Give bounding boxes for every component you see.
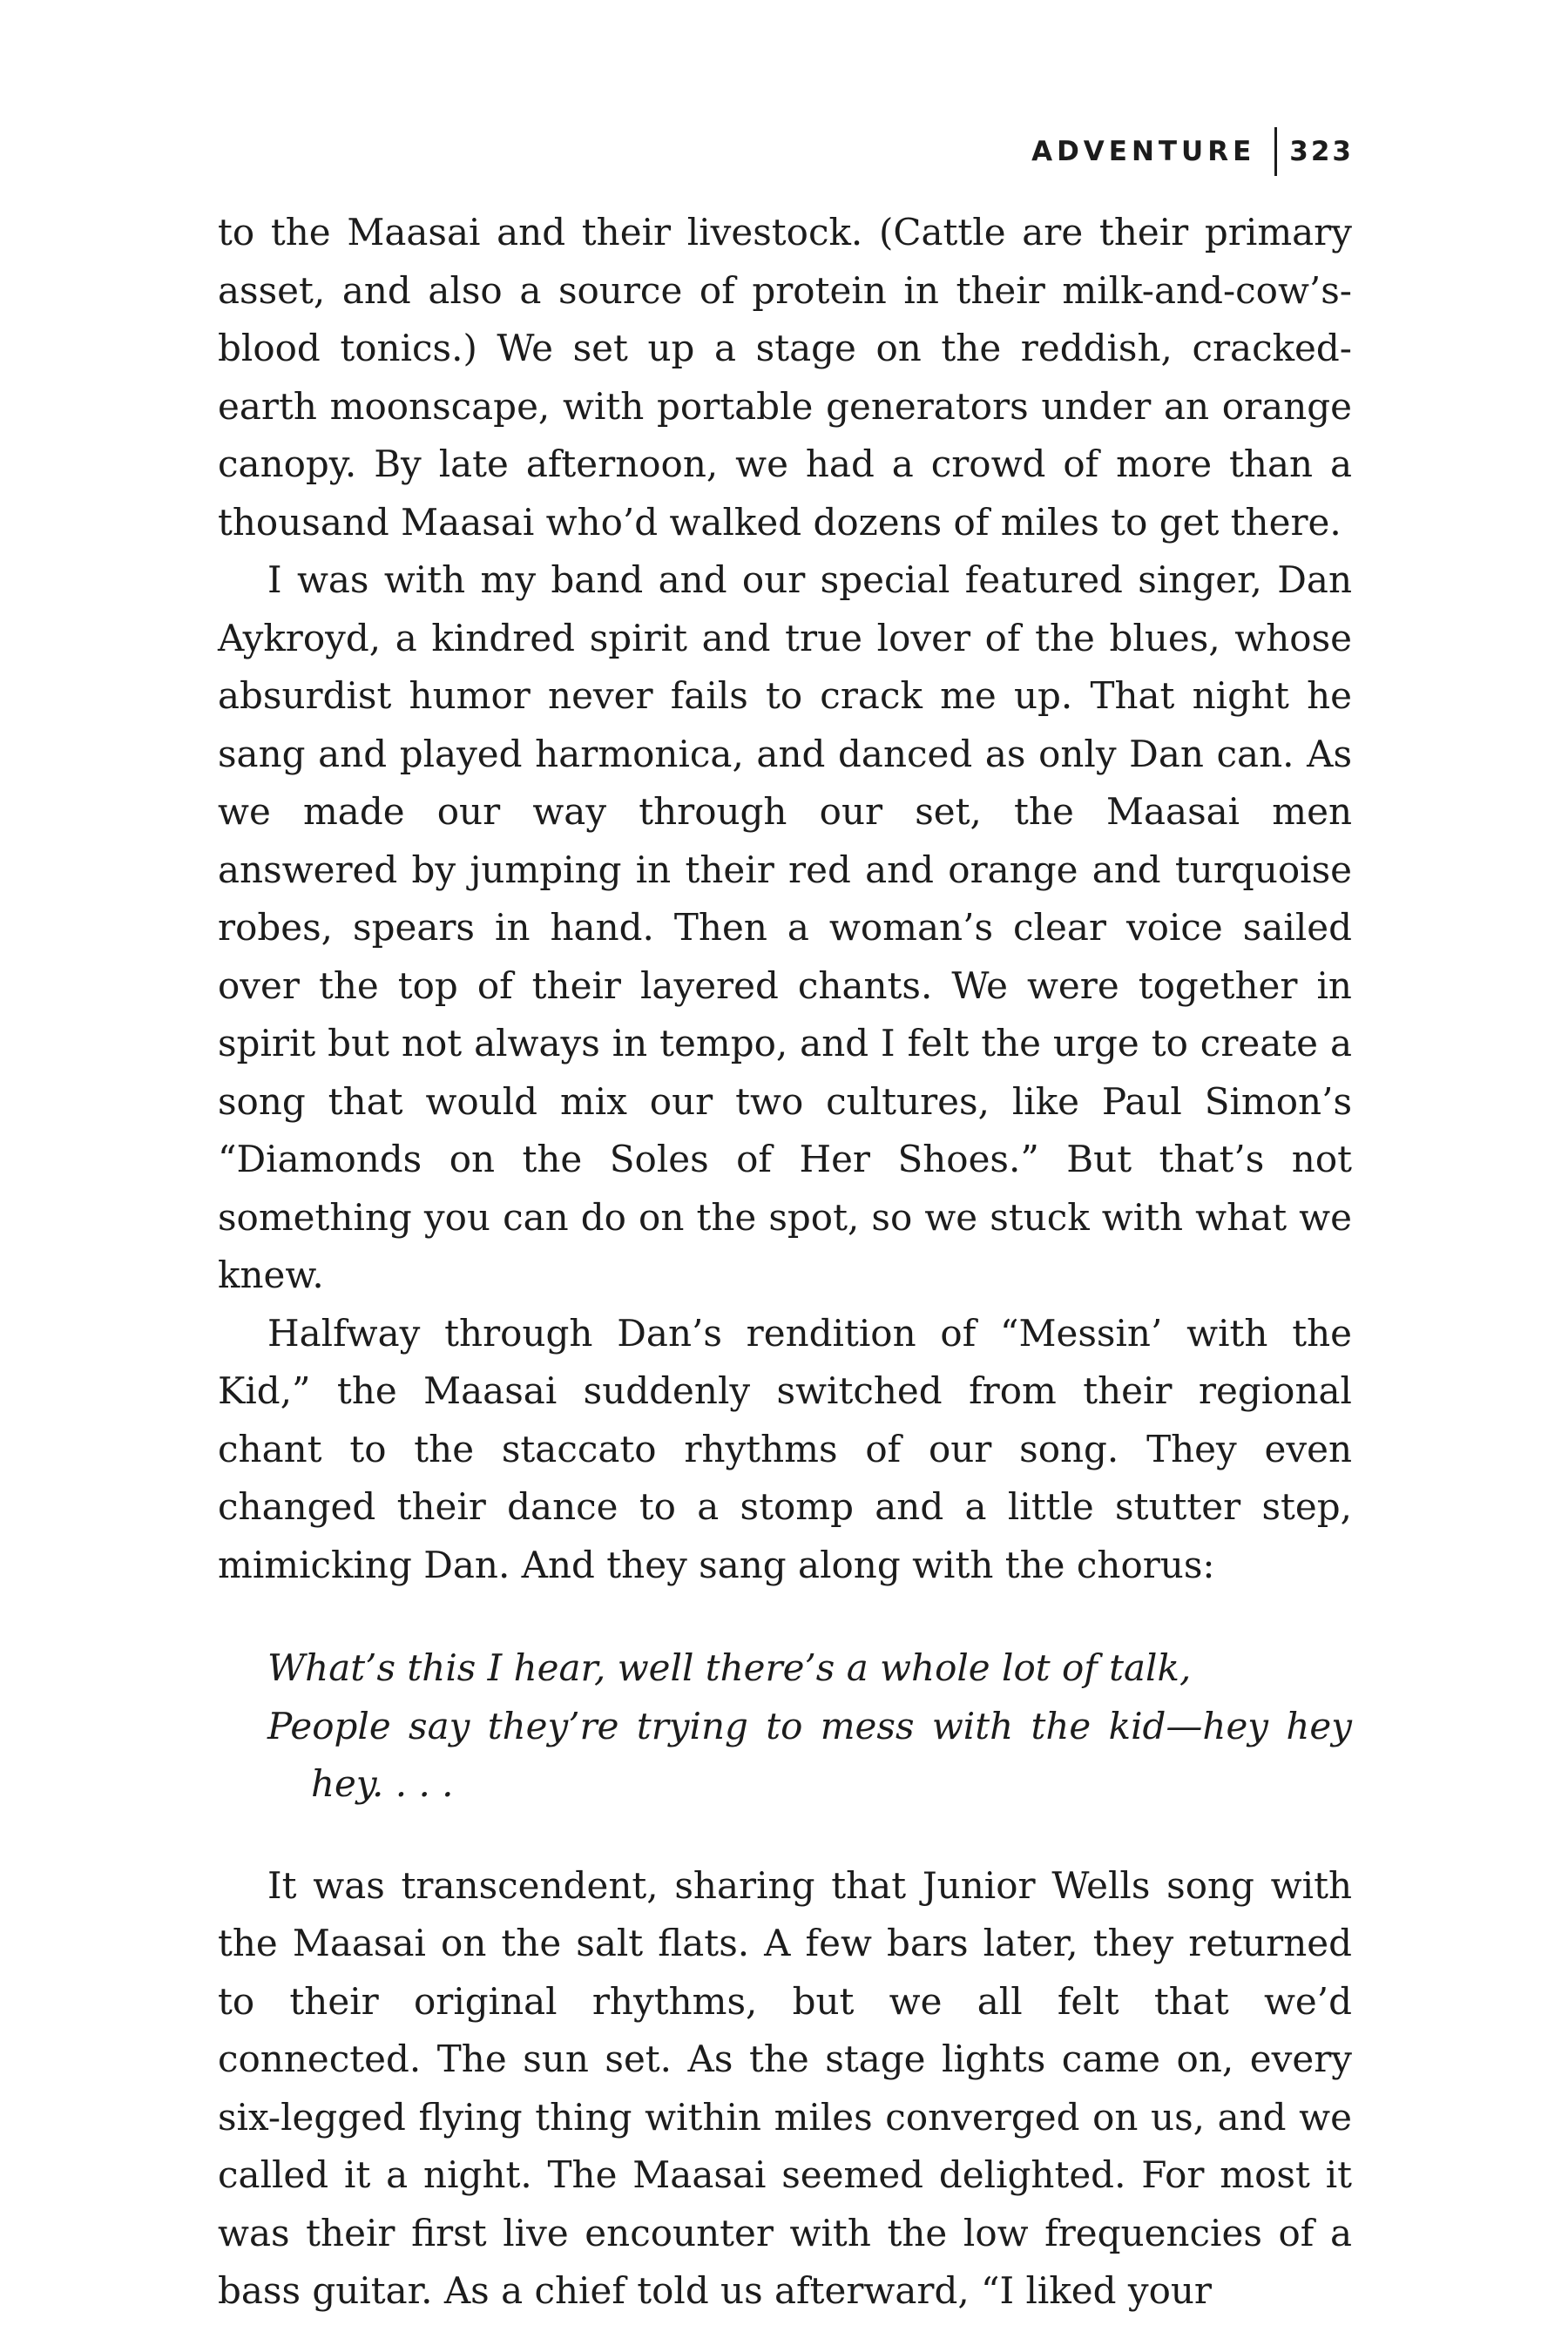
paragraph: It was transcendent, sharing that Junior Wells song with the Maasai on the salt flats. A few bars later, they returned to their original rhythms, but we all felt that we’d connected. The sun set. As the stage lights came on, every six-legged flying thing within miles converged on us, and we called it a night. The Maasai seemed delighted. For most it was their first live encounter with the low frequencies of a bass guitar. As a chief told us afterward, “I liked your [218,1863,1352,2312]
paragraph: Halfway through Dan’s rendition of “Messin’ with the Kid,” the Maasai suddenly switched from their regional chant to the staccato rhythms of our song. They even changed their dance to a stomp and a little stutter step, mimicking Dan. And they sang along with the chorus: [218,1311,1352,1586]
running-head-section: ADVENTURE [1031,136,1256,167]
page-number: 323 [1289,136,1354,167]
lyric-line: People say they’re trying to mess with the kid—hey hey [267,1704,1352,1747]
running-head [1031,129,1354,174]
body-text [218,204,1352,2321]
paragraph: to the Maasai and their livestock. (Cattle are their primary asset, and also a source of protein in their milk-and-cow’s-blood tonics.) We set up a stage on the reddish, cracked-earth moonscape, with portable generators under an orange canopy. By late afternoon, we had a crowd of more than a thousand Maasai who’d walked dozens of miles to get there. [218,211,1352,544]
paragraph: I was with my band and our special featured singer, Dan Aykroyd, a kindred spirit and true lover of the blues, whose absurdist humor never fails to crack me up. That night he sang and played harmonica, and danced as only Dan can. As we made our way through our set, the Maasai men answered by jumping in their red and orange and turquoise robes, spears in hand. Then a woman’s clear voice sailed over the top of their layered chants. We were together in spirit but not always in tempo, and I felt the urge to create a song that would mix our two cultures, like Paul Simon’s “Diamonds on the Soles of Her Shoes.” But that’s not something you can do on the spot, so we stuck with what we knew. [218,558,1352,1296]
running-head-divider [1274,127,1277,176]
song-lyrics [267,1639,1352,1814]
lyric-line-turnover: hey. . . . [311,1762,454,1805]
lyric-line: What’s this I hear, well there’s a whole lot of talk, [267,1646,1192,1689]
